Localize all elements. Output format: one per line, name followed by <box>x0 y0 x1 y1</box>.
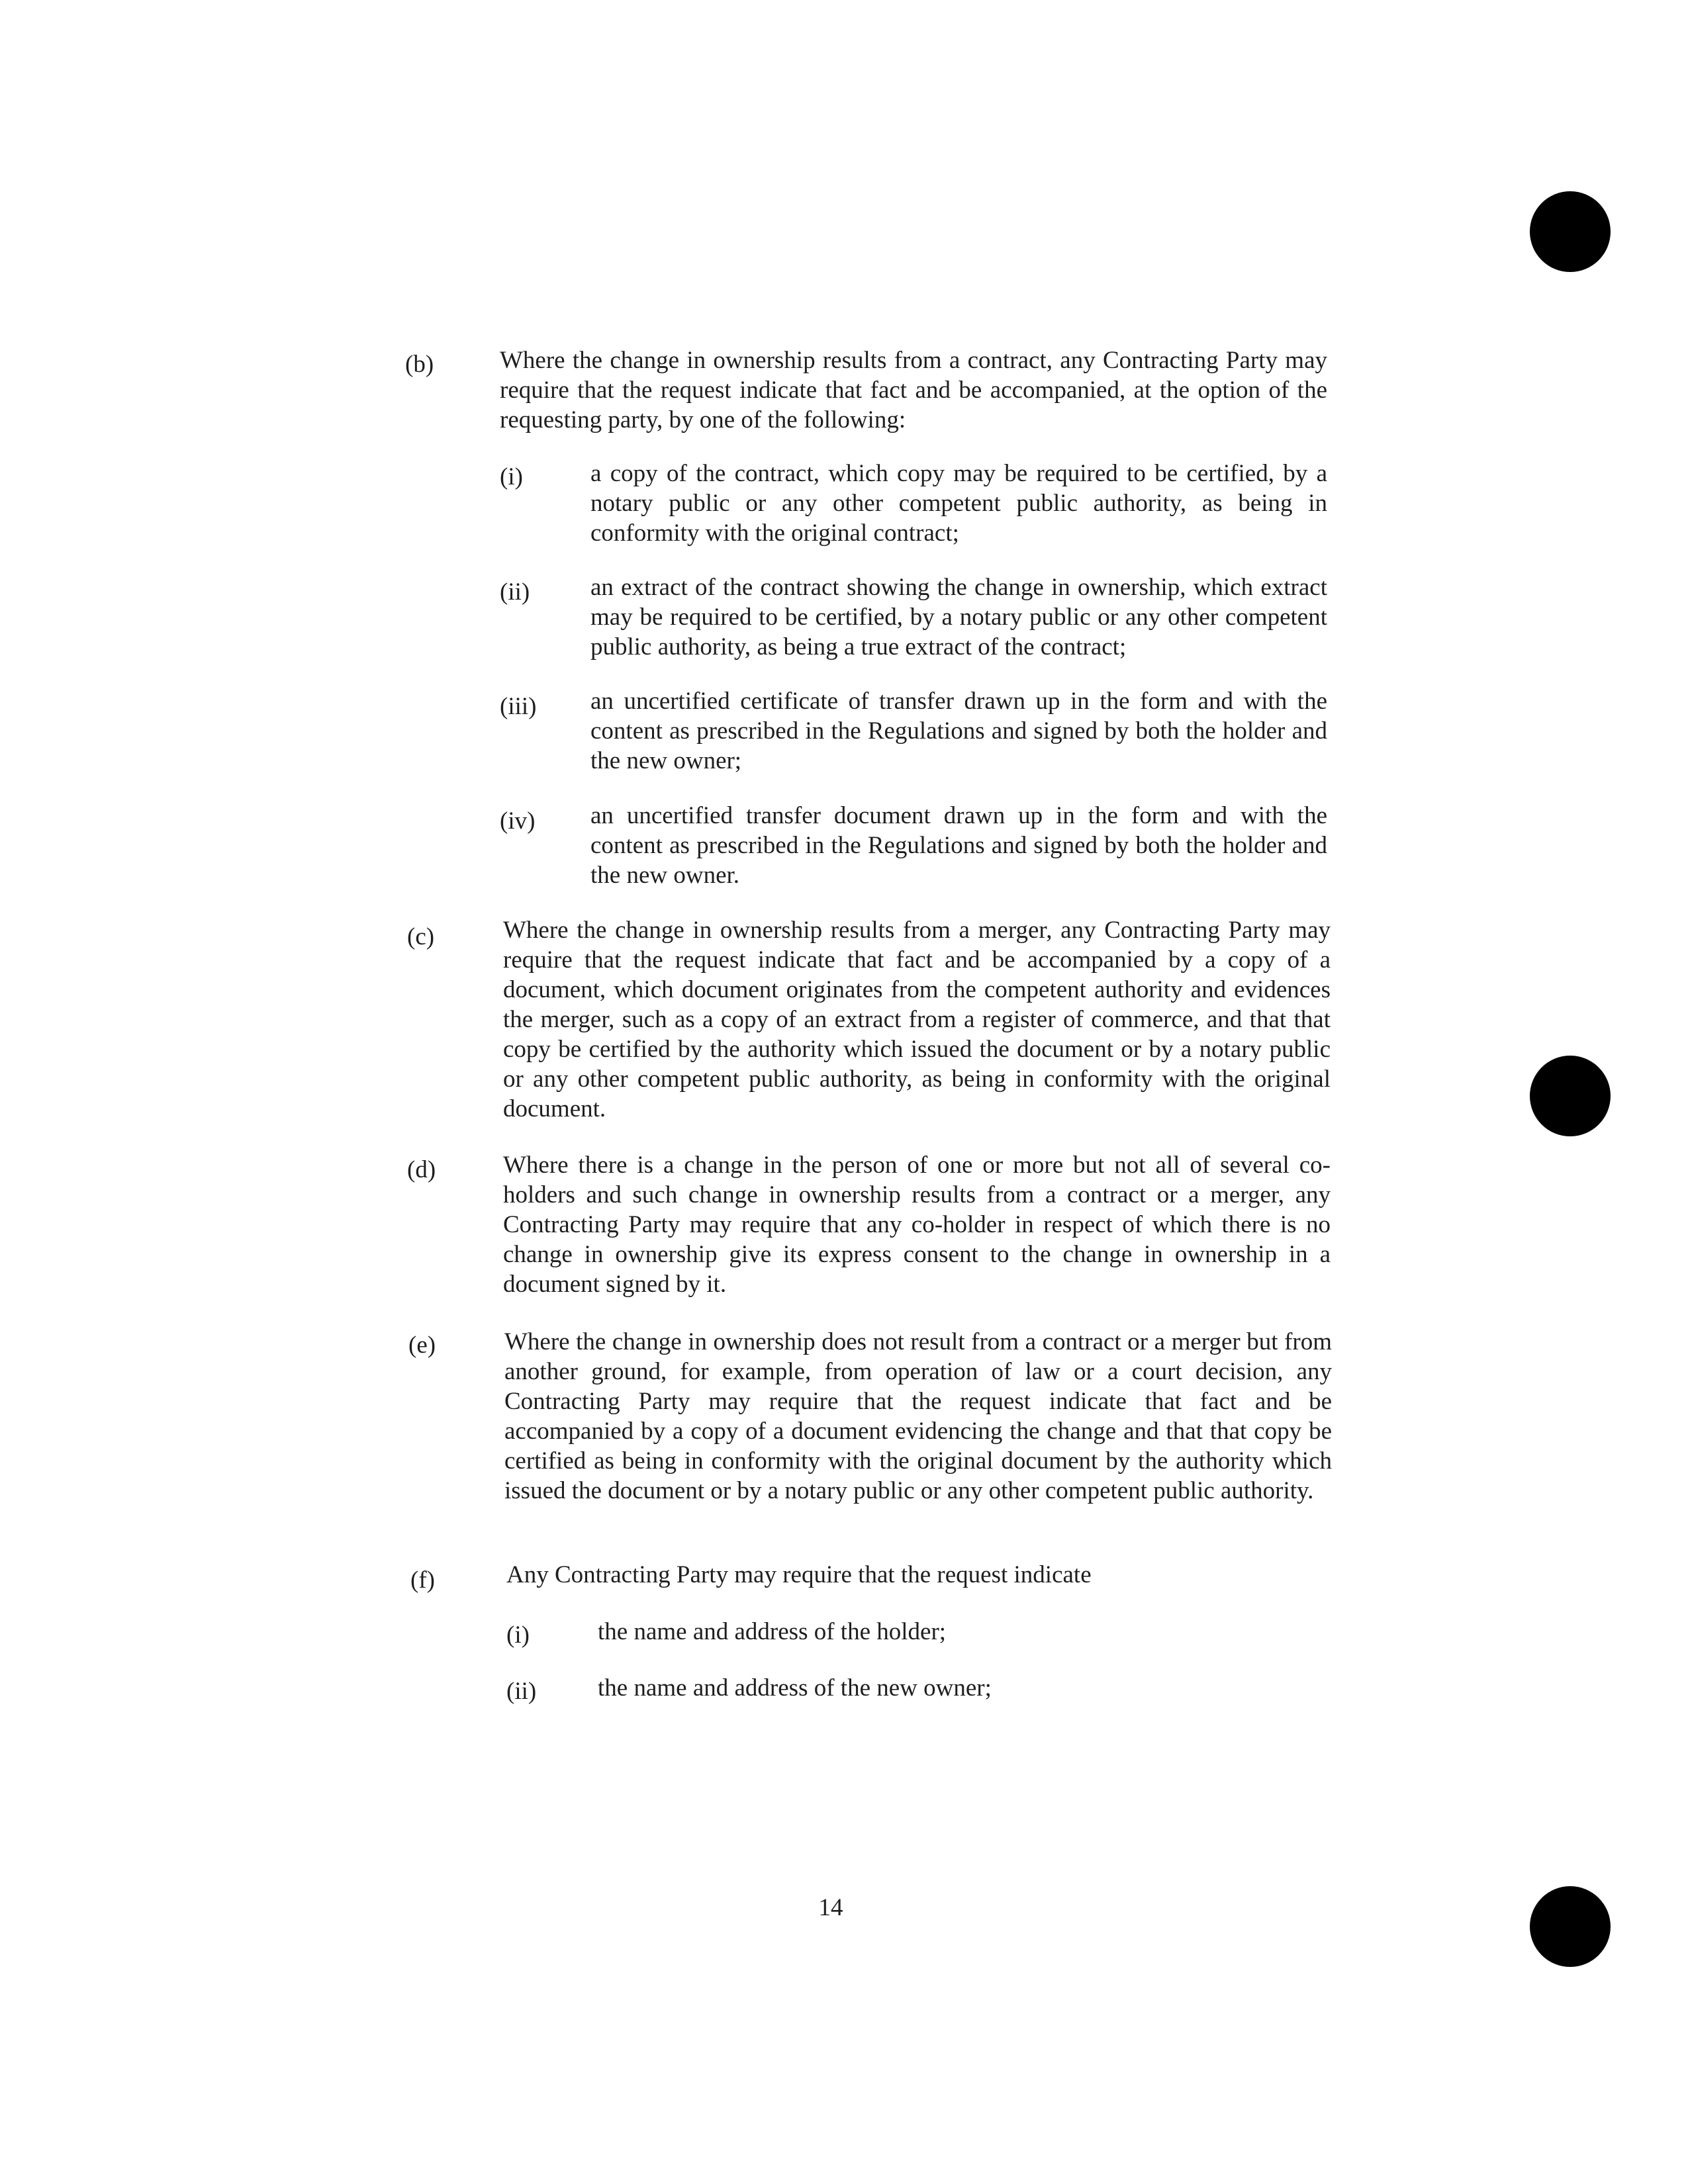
item-text-c: Where the change in ownership results from a merger, any Contracting Party may require that the request indicate that fact and be accompanied by a copy of a document, which document originates from the competent authority and evidences the merger, such as a copy of an extract from a register of commerce, and that that copy be certified by the authority which issued the document or by a notary public or any other competent public authority, as being in conformity with the original document. <box>503 917 1331 1122</box>
subitem-label-b-iii: (iii) <box>500 693 537 720</box>
subitem-label-f-i: (i) <box>506 1621 530 1649</box>
subitem-text-b-iv: an uncertified transfer document drawn up in the form and with the content as prescribed in the Regulations and signed by both the holder and the new owner. <box>590 802 1327 889</box>
item-label-e: (e) <box>408 1332 436 1359</box>
subitem-label-b-iv: (iv) <box>500 807 536 835</box>
subitem-label-f-ii: (ii) <box>506 1678 537 1705</box>
item-text-d: Where there is a change in the person of one or more but not all of several co-holders and such change in ownership results from a contract or a merger, any Contracting Party may require that any co-holder in respect of which there is no change in ownership give its express consent to the change in ownership in a document signed by it. <box>503 1152 1331 1298</box>
item-label-b: (b) <box>405 351 434 378</box>
subitem-text-f-ii: the name and address of the new owner; <box>598 1674 992 1702</box>
subitem-text-b-i: a copy of the contract, which copy may be required to be certified, by a notary public or any other competent public authority, as being in conformity with the original contract; <box>590 460 1327 547</box>
item-text-e: Where the change in ownership does not result from a contract or a merger but from another ground, for example, from operation of law or a court decision, any Contracting Party may require that the request indicate that fact and be accompanied by a copy of a document evidencing the change and that that copy be certified as being in conformity with the original document by the authority which issued the document or by a notary public or any other competent public authority. <box>504 1328 1332 1504</box>
page-number: 14 <box>818 1894 843 1921</box>
subitem-text-f-i: the name and address of the holder; <box>598 1618 947 1645</box>
subitem-text-b-ii: an extract of the contract showing the change in ownership, which extract may be required to be certified, by a notary public or any other competent public authority, as being a true extract of the contract; <box>590 574 1327 660</box>
punch-hole-middle <box>1530 1056 1611 1136</box>
punch-hole-top <box>1530 191 1611 272</box>
item-label-c: (c) <box>407 923 435 950</box>
item-text-f: Any Contracting Party may require that the request indicate <box>506 1561 1092 1588</box>
subitem-text-b-iii: an uncertified certificate of transfer drawn up in the form and with the content as prescribed in the Regulations and signed by both the holder and the new owner; <box>590 688 1327 774</box>
subitem-label-b-ii: (ii) <box>500 578 530 606</box>
item-text-b: Where the change in ownership results from a contract, any Contracting Party may require that the request indicate that fact and be accompanied, at the option of the requesting party, by one of the following: <box>500 347 1327 433</box>
subitem-label-b-i: (i) <box>500 463 523 490</box>
item-label-d: (d) <box>407 1156 436 1183</box>
item-label-f: (f) <box>410 1567 435 1594</box>
punch-hole-bottom <box>1530 1886 1611 1967</box>
